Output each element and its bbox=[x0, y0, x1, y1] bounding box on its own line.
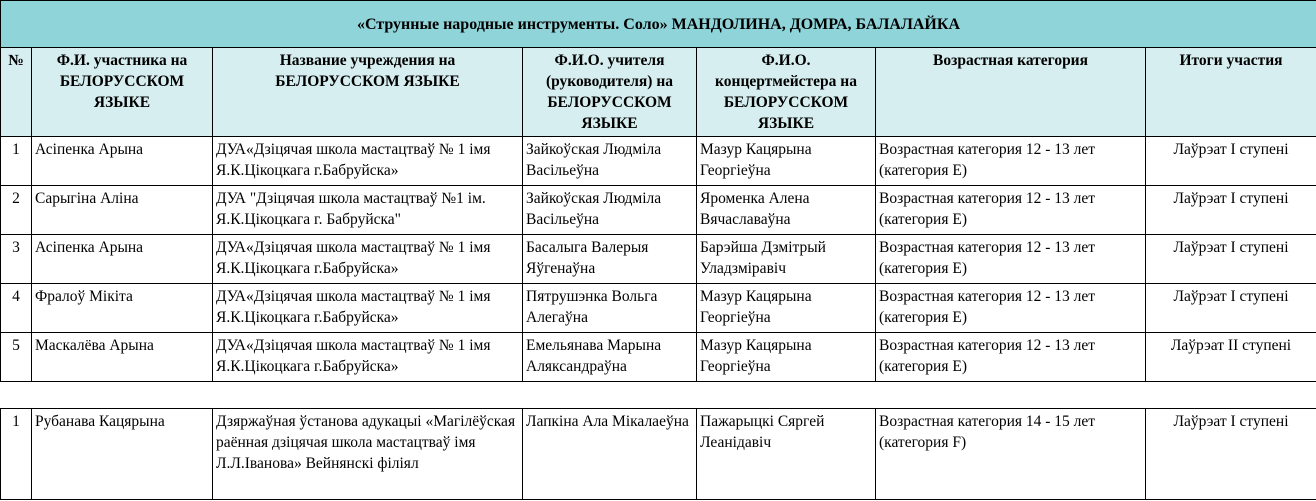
row-teacher: Зайкоўская Людміла Васільеўна bbox=[523, 137, 697, 186]
row-accompanist: Мазур Кацярына Георгіеўна bbox=[697, 284, 876, 333]
row-participant: Сарыгіна Аліна bbox=[32, 186, 213, 235]
table-row bbox=[1, 235, 1316, 284]
row-participant: Асіпенка Арына bbox=[32, 235, 213, 284]
row-institution: Дзяржаўная ўстанова адукацыі «Магілёўская раённая дзіцячая школа мастацтваў імя Л.Л.Іванова» Вейнянскі філіял bbox=[213, 409, 523, 500]
row-accompanist: Мазур Кацярына Георгіеўна bbox=[697, 137, 876, 186]
row-institution: ДУА«Дзіцячая школа мастацтваў № 1 імя Я.К.Цікоцкага г.Бабруйска» bbox=[213, 333, 523, 382]
table-row bbox=[1, 186, 1316, 235]
row-institution: ДУА«Дзіцячая школа мастацтваў № 1 імя Я.К.Цікоцкага г.Бабруйска» bbox=[213, 137, 523, 186]
row-age-category: Возрастная категория 14 - 15 лет (категория F) bbox=[876, 409, 1146, 500]
header-num: № bbox=[1, 48, 32, 137]
header-age-category: Возрастная категория bbox=[876, 48, 1146, 137]
header-accompanist: Ф.И.О. концертмейстера на БЕЛОРУССКОМ ЯЗЫКЕ bbox=[697, 48, 876, 137]
table-row bbox=[1, 409, 1316, 500]
row-num: 1 bbox=[1, 137, 32, 186]
row-result: Лаўрэат I ступені bbox=[1146, 235, 1316, 284]
row-result: Лаўрэат I ступені bbox=[1146, 186, 1316, 235]
row-num: 1 bbox=[1, 409, 32, 500]
table-title: «Струнные народные инструменты. Соло» МАНДОЛИНА, ДОМРА, БАЛАЛАЙКА bbox=[1, 1, 1316, 48]
row-num: 2 bbox=[1, 186, 32, 235]
table-row bbox=[1, 137, 1316, 186]
row-participant: Фралоў Мікіта bbox=[32, 284, 213, 333]
row-age-category: Возрастная категория 12 - 13 лет (категория Е) bbox=[876, 333, 1146, 382]
row-participant: Маскалёва Арына bbox=[32, 333, 213, 382]
table-row bbox=[1, 284, 1316, 333]
spacer-cell bbox=[1, 382, 1316, 409]
table-row bbox=[1, 333, 1316, 382]
row-age-category: Возрастная категория 12 - 13 лет (категория Е) bbox=[876, 137, 1146, 186]
row-age-category: Возрастная категория 12 - 13 лет (категория Е) bbox=[876, 235, 1146, 284]
row-accompanist: Пажарыцкі Сяргей Леанідавіч bbox=[697, 409, 876, 500]
header-participant: Ф.И. участника на БЕЛОРУССКОМ ЯЗЫКЕ bbox=[32, 48, 213, 137]
row-num: 4 bbox=[1, 284, 32, 333]
row-teacher: Пятрушэнка Вольга Алегаўна bbox=[523, 284, 697, 333]
row-participant: Асіпенка Арына bbox=[32, 137, 213, 186]
row-result: Лаўрэат II ступені bbox=[1146, 333, 1316, 382]
row-accompanist: Мазур Кацярына Георгіеўна bbox=[697, 333, 876, 382]
row-institution: ДУА "Дзіцячая школа мастацтваў №1 ім. Я.К.Цікоцкага г. Бабруйска" bbox=[213, 186, 523, 235]
row-age-category: Возрастная категория 12 - 13 лет (категория Е) bbox=[876, 284, 1146, 333]
row-teacher: Басалыга Валерыя Яўгенаўна bbox=[523, 235, 697, 284]
row-result: Лаўрэат I ступені bbox=[1146, 409, 1316, 500]
header-result: Итоги участия bbox=[1146, 48, 1316, 137]
row-institution: ДУА«Дзіцячая школа мастацтваў № 1 імя Я.К.Цікоцкага г.Бабруйска» bbox=[213, 284, 523, 333]
row-result: Лаўрэат I ступені bbox=[1146, 284, 1316, 333]
header-teacher: Ф.И.О. учителя (руководителя) на БЕЛОРУССКОМ ЯЗЫКЕ bbox=[523, 48, 697, 137]
header-institution: Название учреждения на БЕЛОРУССКОМ ЯЗЫКЕ bbox=[213, 48, 523, 137]
row-participant: Рубанава Кацярына bbox=[32, 409, 213, 500]
row-institution: ДУА«Дзіцячая школа мастацтваў № 1 імя Я.К.Цікоцкага г.Бабруйска» bbox=[213, 235, 523, 284]
row-teacher: Емельянава Марына Аляксандраўна bbox=[523, 333, 697, 382]
row-teacher: Зайкоўская Людміла Васільеўна bbox=[523, 186, 697, 235]
spacer-row bbox=[1, 382, 1316, 409]
row-num: 5 bbox=[1, 333, 32, 382]
row-accompanist: Яроменка Алена Вячаславаўна bbox=[697, 186, 876, 235]
row-teacher: Лапкіна Ала Мікалаеўна bbox=[523, 409, 697, 500]
header-row bbox=[1, 48, 1316, 137]
row-num: 3 bbox=[1, 235, 32, 284]
row-age-category: Возрастная категория 12 - 13 лет (категория Е) bbox=[876, 186, 1146, 235]
row-result: Лаўрэат I ступені bbox=[1146, 137, 1316, 186]
row-accompanist: Барэйша Дзмітрый Уладзміравіч bbox=[697, 235, 876, 284]
